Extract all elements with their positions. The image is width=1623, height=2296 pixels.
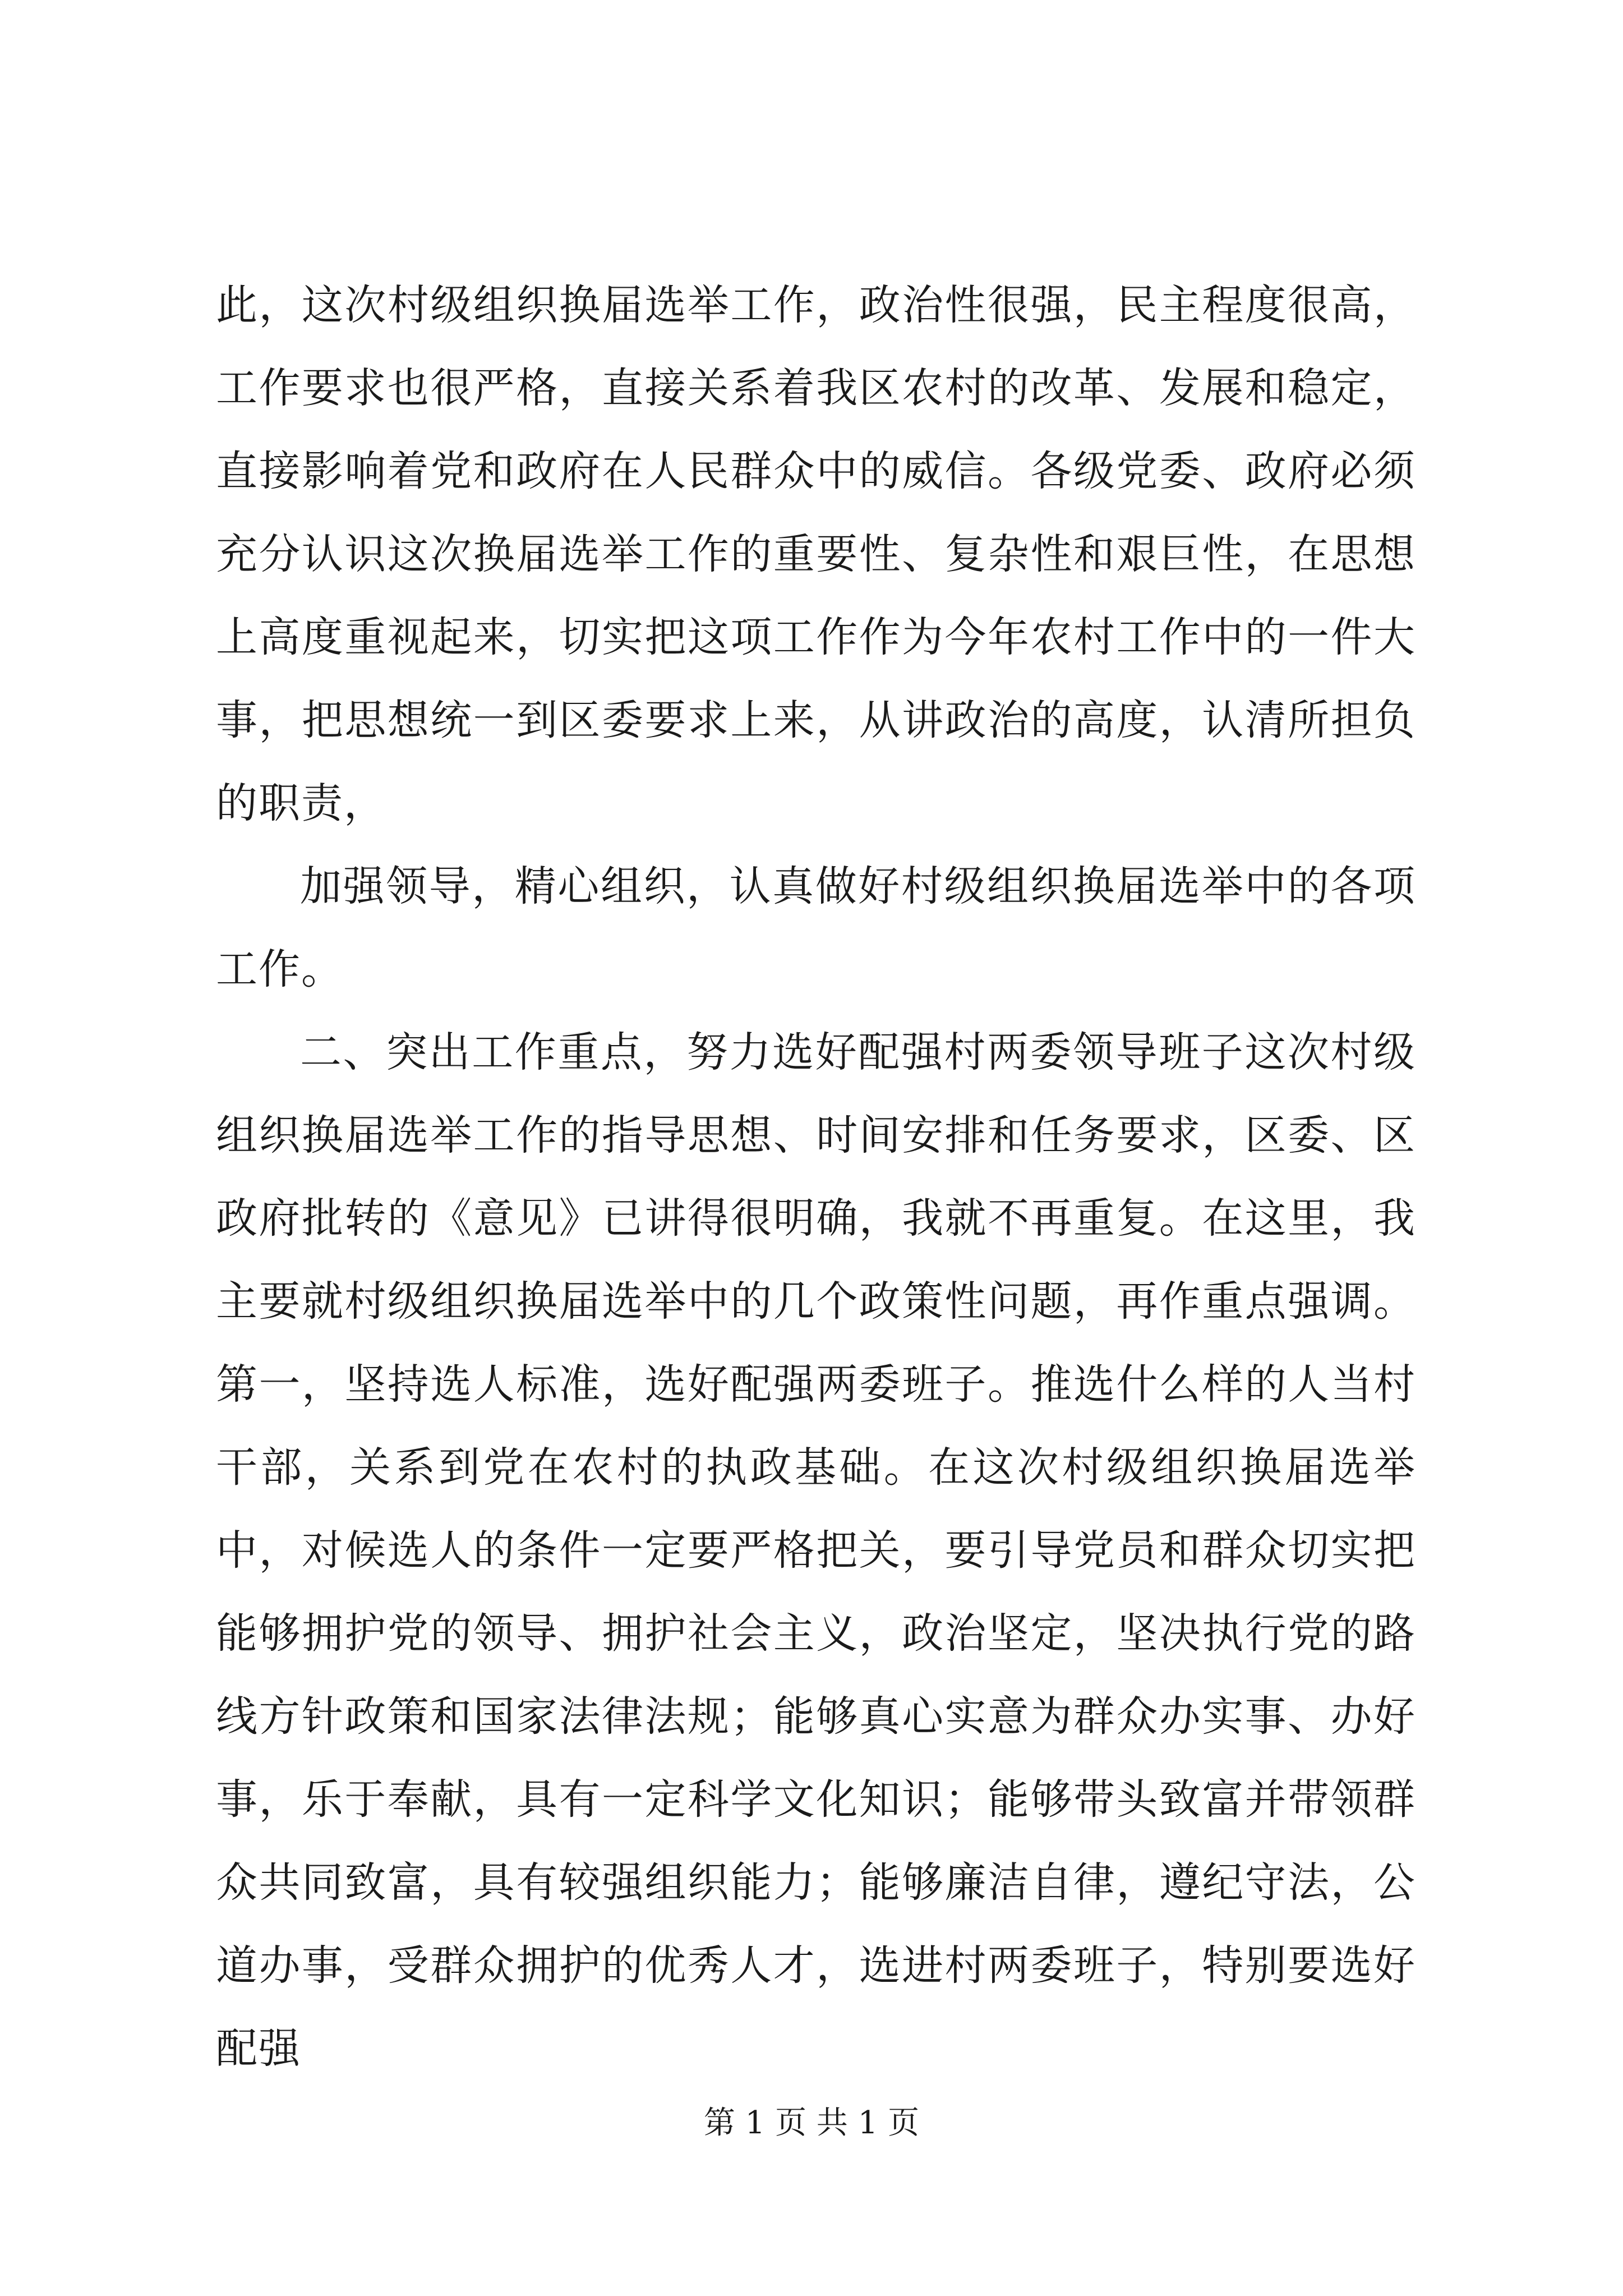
paragraph-strengthen-leadership: 加强领导，精心组织，认真做好村级组织换届选举中的各项工作。 (216, 862, 1416, 993)
document-body (216, 264, 1416, 2090)
page-footer: 第 1 页 共 1 页 (703, 2105, 920, 2141)
paragraph-section-two: 二、突出工作重点，努力选好配强村两委领导班子这次村级组织换届选举工作的指导思想、时间安排和任务要求，区委、区政府批转的《意见》已讲得很明确，我就不再重复。在这里，我主要就村级组织换届选举中的几个政策性问题，再作重点强调。第一，坚持选人标准，选好配强两委班子。推选什么样的人当村干部，关系到党在农村的执政基础。在这次村级组织换届选举中，对候选人的条件一定要严格把关，要引导党员和群众切实把能够拥护党的领导、拥护社会主义，政治坚定，坚决执行党的路线方针政策和国家法律法规；能够真心实意为群众办实事、办好事，乐于奉献，具有一定科学文化知识；能够带头致富并带领群众共同致富，具有较强组织能力；能够廉洁自律，遵纪守法，公道办事，受群众拥护的优秀人才，选进村两委班子，特别要选好配强 (216, 1028, 1416, 2073)
paragraph-continuation: 此，这次村级组织换届选举工作，政治性很强，民主程度很高，工作要求也很严格，直接关系着我区农村的改革、发展和稳定，直接影响着党和政府在人民群众中的威信。各级党委、政府必须充分认识这次换届选举工作的重要性、复杂性和艰巨性，在思想上高度重视起来，切实把这项工作作为今年农村工作中的一件大事，把思想统一到区委要求上来，从讲政治的高度，认清所担负的职责， (216, 281, 1416, 827)
